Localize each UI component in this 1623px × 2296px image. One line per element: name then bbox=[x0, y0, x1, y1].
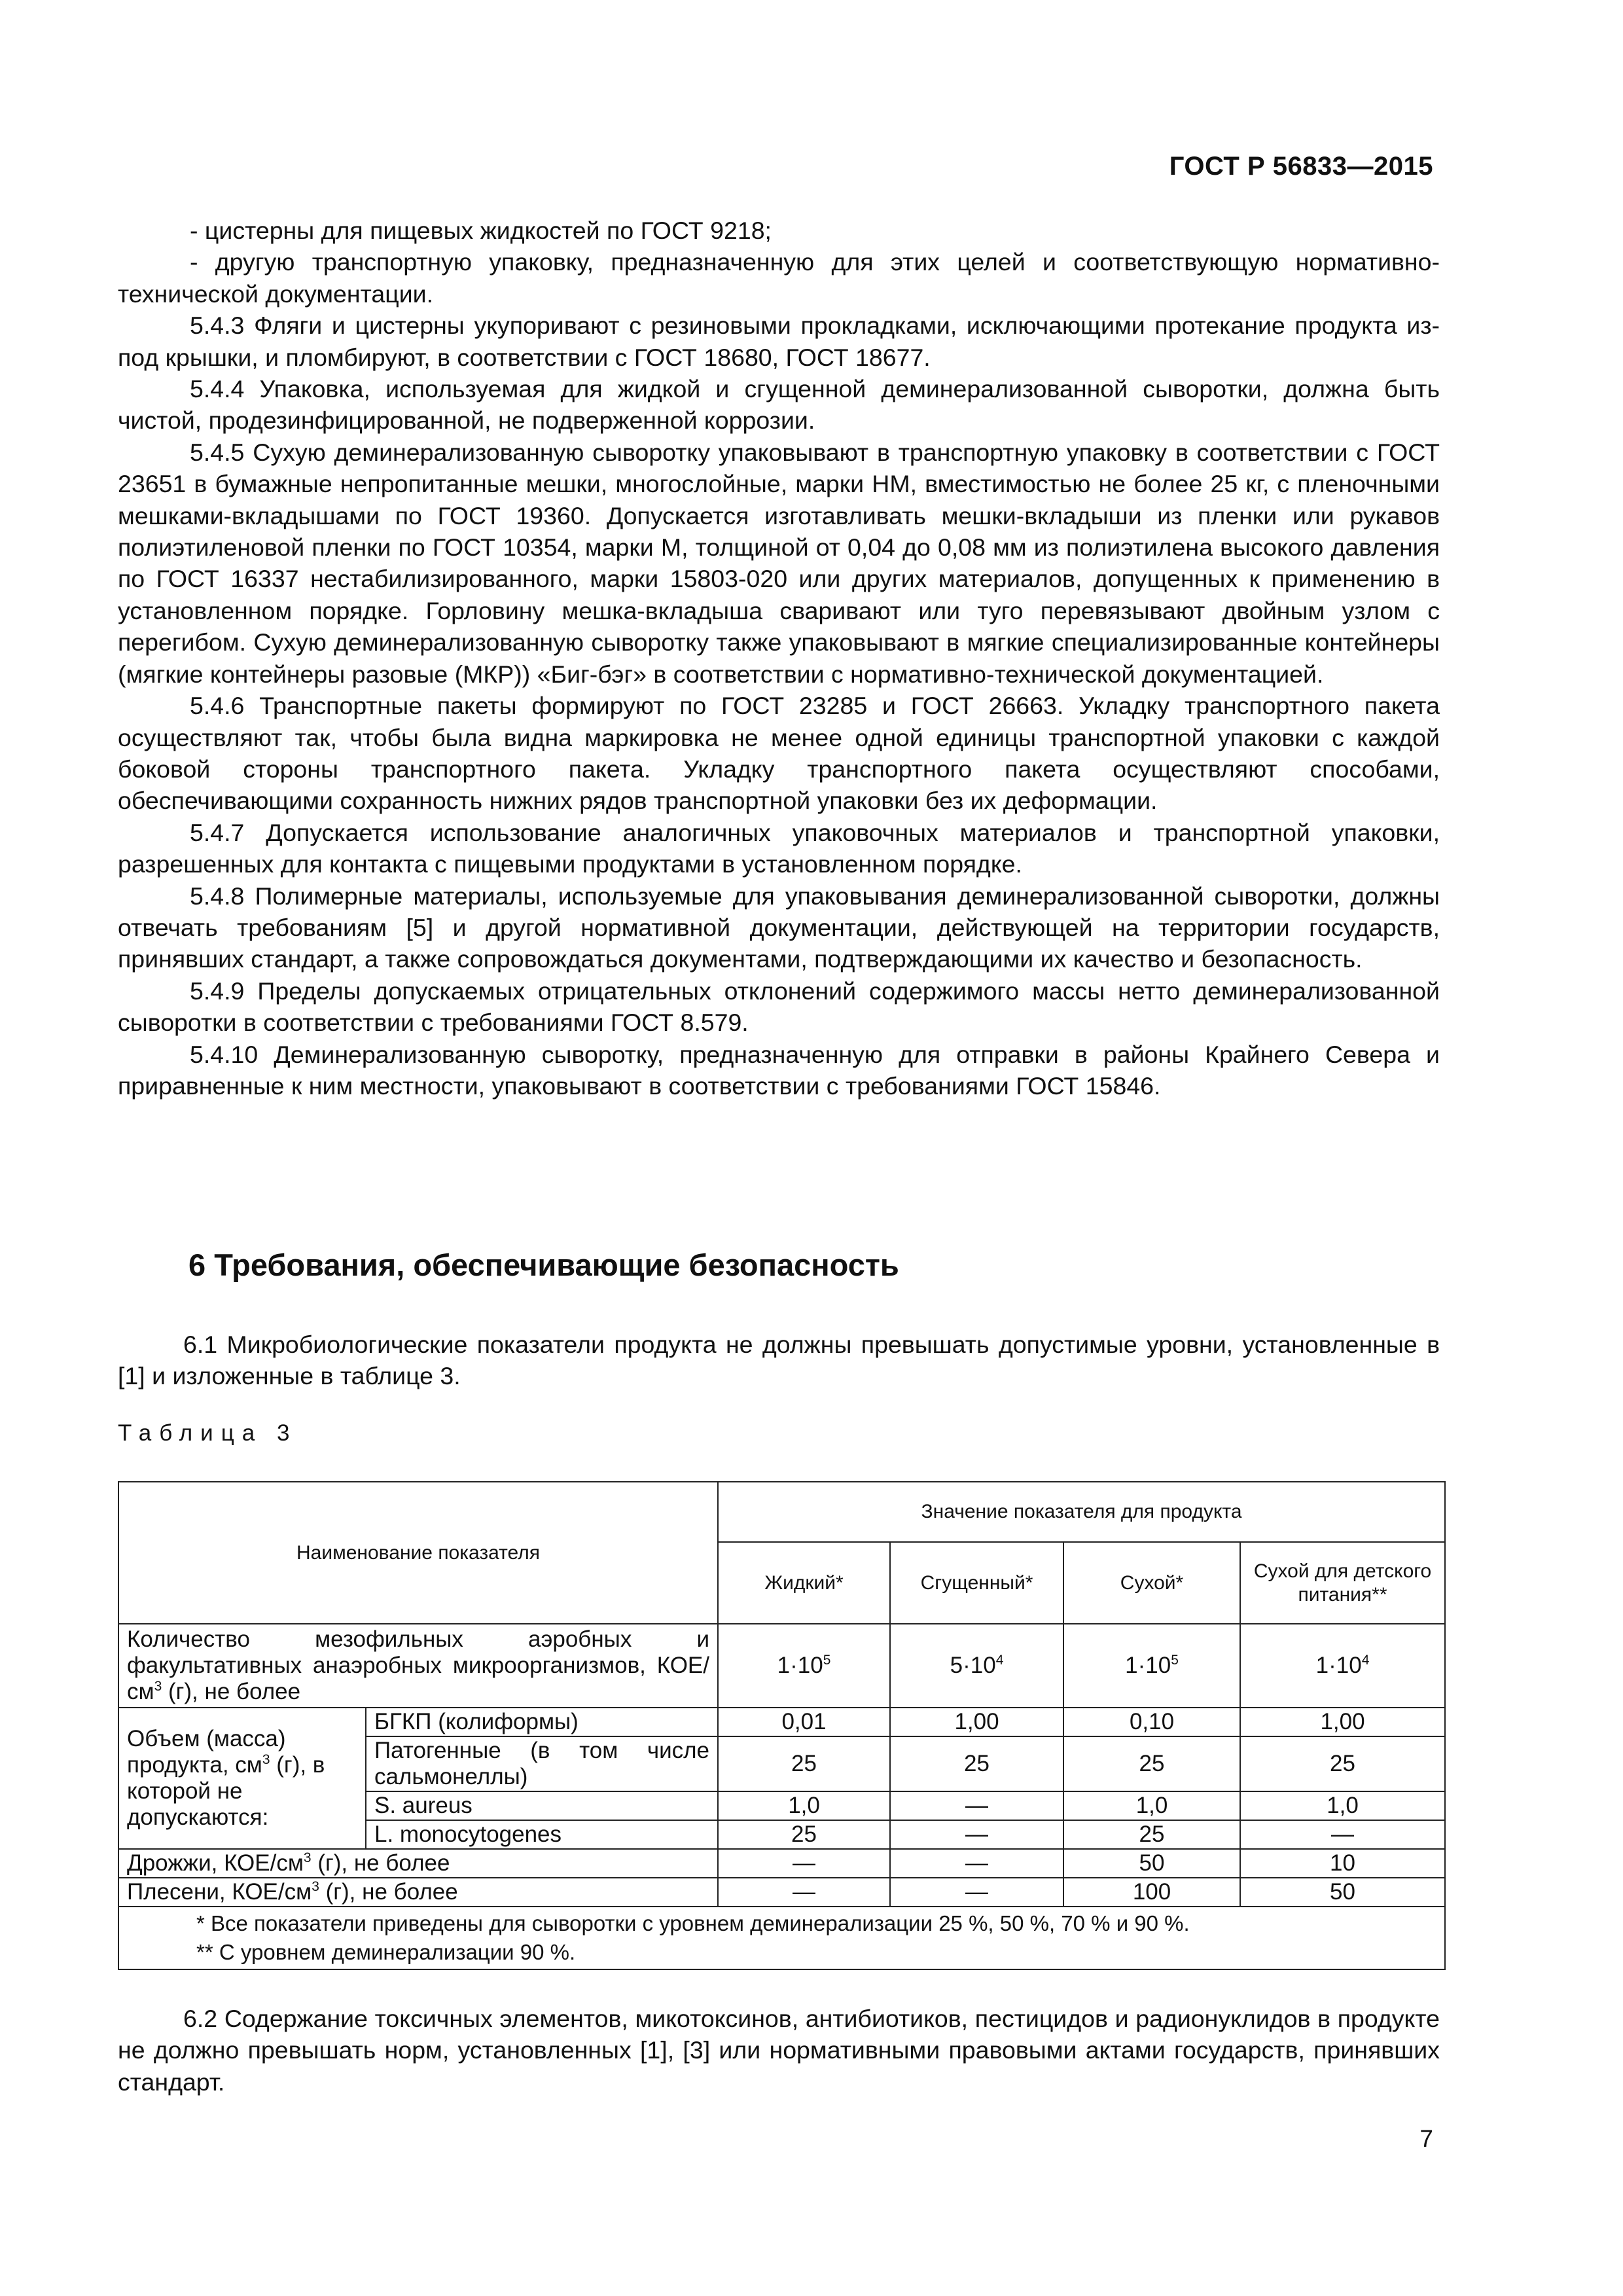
table-cell: — bbox=[890, 1849, 1063, 1878]
table-cell: — bbox=[890, 1878, 1063, 1907]
paragraph: - другую транспортную упаковку, предназначенную для этих целей и соответствующую нормативно-технической документации. bbox=[118, 248, 1440, 308]
paragraph-5-4-10: 5.4.10 Деминерализованную сыворотку, предназначенную для отправки в районы Крайнего Севера и приравненные к ним местности, упаковывают в соответствии с требованиями ГОСТ 15846. bbox=[118, 1040, 1440, 1100]
footnote: ** С уровнем деминерализации 90 %. bbox=[196, 1940, 576, 1964]
table-footnotes bbox=[118, 1907, 1445, 1969]
table-cell: 25 bbox=[890, 1736, 1063, 1791]
header-name-column: Наименование показателя bbox=[118, 1482, 718, 1624]
table-cell: — bbox=[890, 1820, 1063, 1849]
table-cell: 1,0 bbox=[1240, 1791, 1445, 1820]
table-cell: 1,00 bbox=[1240, 1708, 1445, 1736]
table-cell: 25 bbox=[718, 1820, 890, 1849]
table-cell: $1\cdot 10^5$ bbox=[1063, 1624, 1240, 1708]
paragraph-5-4-9: 5.4.9 Пределы допускаемых отрицательных отклонений содержимого массы нетто деминерализованной сыворотки в соответствии с требованиями ГОСТ 8.579. bbox=[118, 977, 1440, 1037]
table-cell: 25 bbox=[1240, 1736, 1445, 1791]
table-cell: 50 bbox=[1240, 1878, 1445, 1907]
header-col-dry-baby: Сухой для детского питания** bbox=[1240, 1542, 1445, 1624]
table-cell: $5\cdot 10^4$ bbox=[890, 1624, 1063, 1708]
paragraph: - цистерны для пищевых жидкостей по ГОСТ 9218; bbox=[190, 217, 772, 244]
header-group: Значение показателя для продукта bbox=[718, 1482, 1445, 1542]
table-cell: $1\cdot 10^5$ bbox=[718, 1624, 890, 1708]
table-cell: 1,0 bbox=[718, 1791, 890, 1820]
header-col-dry: Сухой* bbox=[1063, 1542, 1240, 1624]
table-cell: 1,00 bbox=[890, 1708, 1063, 1736]
paragraph-5-4-6: 5.4.6 Транспортные пакеты формируют по ГОСТ 23285 и ГОСТ 26663. Укладку транспортного пакета осуществляют так, чтобы была видна маркировка не менее одной единицы транспортной упаковки с каждой боковой стороны транспортного пакета. Укладку транспортного пакета осуществляют способами, обеспечивающими сохранность нижних рядов транспортной упаковки без их деформации. bbox=[118, 692, 1440, 815]
table-cell: — bbox=[890, 1791, 1063, 1820]
paragraph-5-4-4: 5.4.4 Упаковка, используемая для жидкой и сгущенной деминерализованной сыворотки, должна быть чистой, продезинфицированной, не подверженной коррозии. bbox=[118, 375, 1440, 435]
subrow-label: L. monocytogenes bbox=[366, 1820, 718, 1849]
footnote: * Все показатели приведены для сыворотки с уровнем деминерализации 25 %, 50 %, 70 % и 90 %. bbox=[196, 1911, 1190, 1935]
subrow-label: Патогенные (в том числе сальмонеллы) bbox=[366, 1736, 718, 1791]
microbiology-table bbox=[118, 1481, 1446, 1970]
page-number: 7 bbox=[1419, 2125, 1433, 2152]
table-cell: 50 bbox=[1063, 1849, 1240, 1878]
table-cell: 10 bbox=[1240, 1849, 1445, 1878]
paragraph-6-2: 6.2 Содержание токсичных элементов, микотоксинов, антибиотиков, пестицидов и радионуклидов в продукте не должно превышать норм, установленных [1], [3] или нормативными правовыми актами государств, принявших стандарт. bbox=[118, 2005, 1440, 2096]
document-header: ГОСТ Р 56833—2015 bbox=[1169, 152, 1433, 181]
header-col-liquid: Жидкий* bbox=[718, 1542, 890, 1624]
paragraph-5-4-8: 5.4.8 Полимерные материалы, используемые для упаковывания деминерализованной сыворотки, должны отвечать требованиям [5] и другой нормативной документации, действующей на территории государств, принявших стандарт, а также сопровождаться документами, подтверждающими их качество и безопасность. bbox=[118, 882, 1440, 973]
table-cell: 25 bbox=[1063, 1736, 1240, 1791]
header-col-condensed: Сгущенный* bbox=[890, 1542, 1063, 1624]
row-label-mesophilic: Количество мезофильных аэробных и факультативных анаэробных микроорганизмов, КОЕ/$см^3$ (г), не более bbox=[118, 1624, 718, 1708]
row-label-mold: Плесени, КОЕ/$см^3$ (г), не более bbox=[118, 1878, 718, 1907]
row-label-volume-group: Объем (масса) продукта, $см^3$ (г), в которой не допускаются: bbox=[118, 1708, 366, 1849]
row-label-yeast: Дрожжи, КОЕ/$см^3$ (г), не более bbox=[118, 1849, 718, 1878]
table-cell: — bbox=[718, 1878, 890, 1907]
table-cell: 25 bbox=[718, 1736, 890, 1791]
table-caption: Таблица 3 bbox=[118, 1420, 298, 1446]
section-6-title: 6 Требования, обеспечивающие безопасность bbox=[188, 1247, 899, 1282]
table-cell: — bbox=[718, 1849, 890, 1878]
table-cell: 100 bbox=[1063, 1878, 1240, 1907]
table-cell: 0,10 bbox=[1063, 1708, 1240, 1736]
paragraph-5-4-3: 5.4.3 Фляги и цистерны укупоривают с резиновыми прокладками, исключающими протекание продукта из-под крышки, и пломбируют, в соответствии с ГОСТ 18680, ГОСТ 18677. bbox=[118, 312, 1440, 371]
paragraph-5-4-7: 5.4.7 Допускается использование аналогичных упаковочных материалов и транспортной упаковки, разрешенных для контакта с пищевыми продуктами в установленном порядке. bbox=[118, 818, 1440, 878]
table-cell: 0,01 bbox=[718, 1708, 890, 1736]
paragraph-6-1: 6.1 Микробиологические показатели продукта не должны превышать допустимые уровни, установленные в [1] и изложенные в таблице 3. bbox=[118, 1331, 1440, 1390]
table-cell: 25 bbox=[1063, 1820, 1240, 1849]
table-cell: 1,0 bbox=[1063, 1791, 1240, 1820]
paragraph-5-4-5: 5.4.5 Сухую деминерализованную сыворотку упаковывают в транспортную упаковку в соответствии с ГОСТ 23651 в бумажные непропитанные мешки, многослойные, марки НМ, вместимостью не более 25 кг, с пленочными мешками-вкладышами по ГОСТ 19360. Допускается изготавливать мешки-вкладыши из пленки или рукавов полиэтиленовой пленки по ГОСТ 10354, марки М, толщиной от 0,04 до 0,08 мм из полиэтилена высокого давления по ГОСТ 16337 нестабилизированного, марки 15803-020 или других материалов, допущенных к применению в установленном порядке. Горловину мешка-вкладыша сваривают или туго перевязывают двойным узлом с перегибом. Сухую деминерализованную сыворотку также упаковывают в мягкие специализированные контейнеры (мягкие контейнеры разовые (МКР)) «Биг-бэг» в соответствии с нормативно-технической документацией. bbox=[118, 438, 1440, 688]
subrow-label: БГКП (колиформы) bbox=[366, 1708, 718, 1736]
table-cell: $1\cdot 10^4$ bbox=[1240, 1624, 1445, 1708]
subrow-label: S. aureus bbox=[366, 1791, 718, 1820]
section-5-4-text bbox=[118, 215, 1440, 1102]
table-cell: — bbox=[1240, 1820, 1445, 1849]
